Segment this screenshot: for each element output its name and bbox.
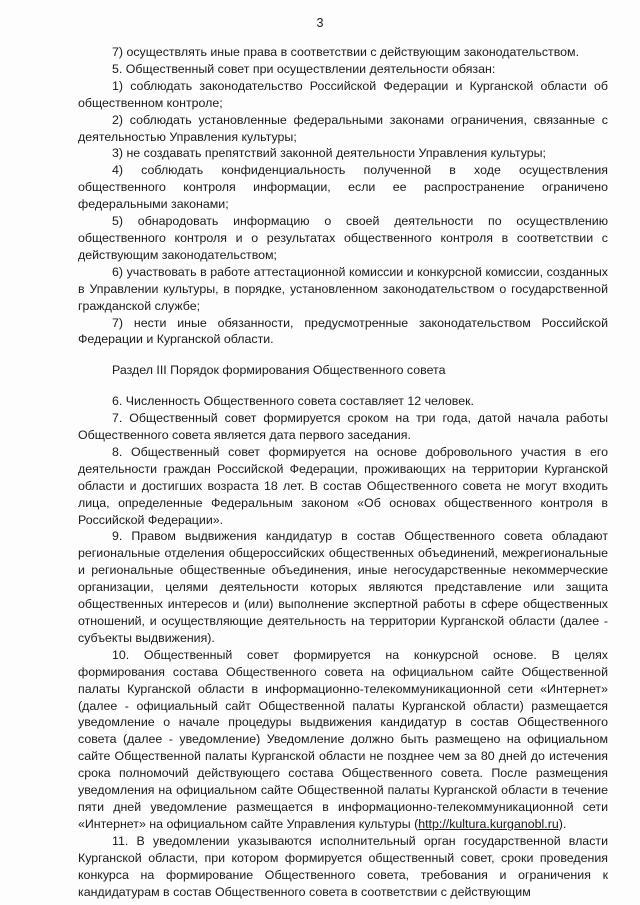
paragraph: 2) соблюдать установленные федеральными законами ограничения, связанные с деятельностью Управления культуры; [78,112,608,144]
paragraph: 1) соблюдать законодательство Российской Федерации и Курганской области об общественном контроле; [78,78,608,110]
paragraph: 7) осуществлять иные права в соответствии с действующим законодательством. [112,45,580,59]
section-heading: Раздел III Порядок формирования Общественного совета [112,363,446,378]
paragraph: 6. Численность Общественного совета составляет 12 человек. [112,394,474,409]
paragraph: 7) нести иные обязанности, предусмотренные законодательством Российской Федерации и Курганской области. [78,315,608,347]
document-body [78,44,608,900]
paragraph: 9. Правом выдвижения кандидатур в состав Общественного совета обладают региональные отделения общероссийских общественных объединений, межрегиональные и региональные общественные объединения, иные негосударственные некоммерческие организации, целями деятельности которых являются представление или защита общественных интересов и (или) выполнение экспертной работы в сфере общественных отношений, и осуществляющие деятельность на территории Курганской области (далее - субъекты выдвижения). [78,529,608,645]
paragraph-10-end: ). [558,816,567,831]
paragraph: 8. Общественный совет формируется на основе добровольного участия в его деятельности граждан Российской Федерации, проживающих на территории Курганской области и достигших возраста 18 лет. В состав Общественного совета не могут входить лица, определенные Федеральным законом «Об основах общественного контроля в Российской Федерации». [78,444,608,527]
paragraph: 3) не создавать препятствий законной деятельности Управления культуры; [112,146,546,161]
paragraph: 5. Общественный совет при осуществлении деятельности обязан: [112,61,496,76]
paragraph-10 [78,647,608,833]
paragraph: 6) участвовать в работе аттестационной комиссии и конкурсной комиссии, созданных в Управлении культуры, в порядке, установленном законодательством о государственной гражданской службе; [78,264,608,313]
kultura-site-link[interactable]: http://kultura.kurganobl.ru [418,816,559,831]
paragraph: 11. В уведомлении указываются исполнительный орган государственной власти Курганской области, при котором формируется общественный совет, сроки проведения конкурса на формирование Общественного совета, требования и ограничения к кандидатурам в состав Общественного совета в соответствии с действующим [78,833,608,899]
paragraph: 4) соблюдать конфиденциальность полученной в ходе осуществления общественного контроля информации, если ее распространение ограничено федеральными законами; [78,163,608,212]
paragraph: 5) обнародовать информацию о своей деятельности по осуществлению общественного контроля и о результатах общественного контроля в соответствии с действующим законодательством; [78,214,608,262]
page-number: 3 [316,16,324,30]
paragraph: 7. Общественный совет формируется сроком на три года, датой начала работы Общественного совета является дата первого заседания. [78,411,608,443]
paragraph-10-text: 10. Общественный совет формируется на конкурсной основе. В целях формирования состава Общественного совета на официальном сайте Общественной палаты Курганской области в информационно-телекоммуникационной сети «Интернет» (далее - официальный сайт Общественной палаты Курганской области) размещается уведомление о начале процедуры выдвижения кандидатур в состав Общественного совета (далее - уведомление) Уведомление должно быть размещено на официальном сайте Общественной палаты Курганской области не позднее чем за 80 дней до истечения срока полномочий действующего состава Общественного совета. После размещения уведомления на официальном сайте Общественной палаты Курганской области в течение пяти дней уведомление размещается в информационно-телекоммуникационной сети «Интернет» на официальном сайте Управления культуры ( [78,647,608,831]
